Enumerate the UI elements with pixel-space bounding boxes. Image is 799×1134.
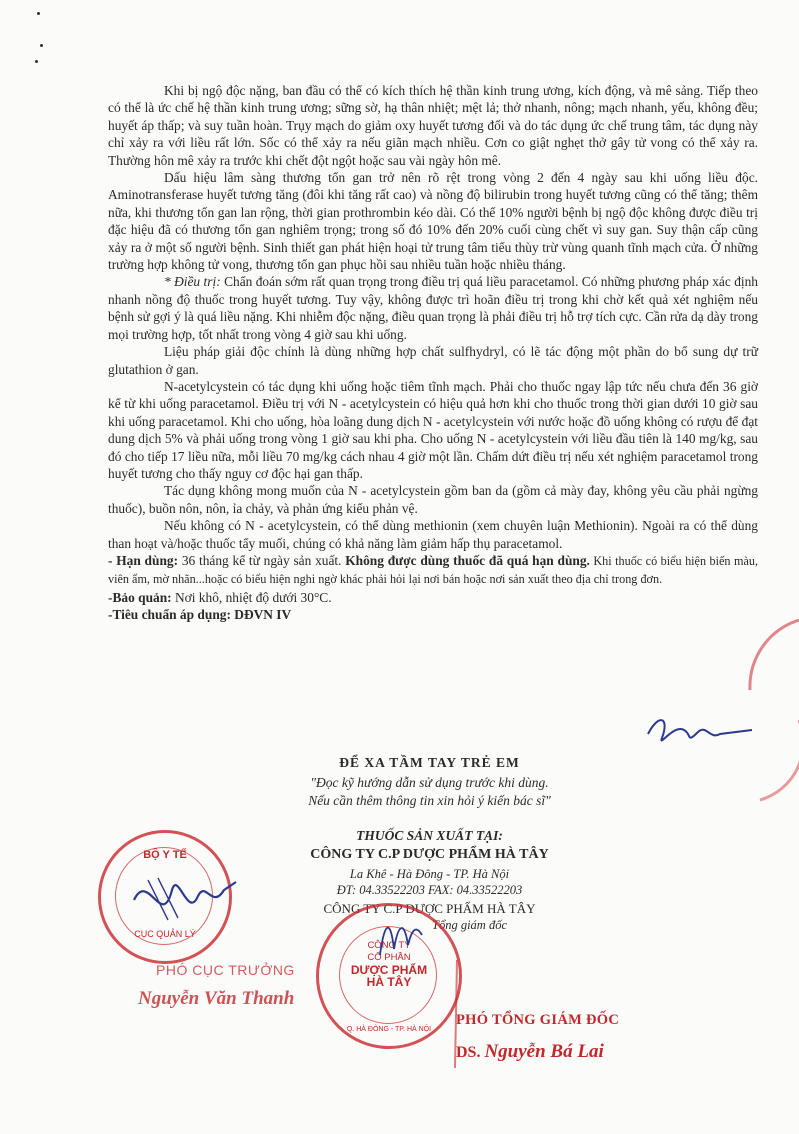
storage xyxy=(108,589,758,606)
paragraph-treatment xyxy=(108,273,758,343)
paragraph-acetylcystein: N-acetylcystein có tác dụng khi uống hoặc tiêm tĩnh mạch. Phải cho thuốc ngay lập tức nếu chưa đến 36 giờ kể từ khi uống paracetamol. Điều trị với N - acetylcystein có hiệu quả hơn khi cho thuốc trong thời gian dưới 10 giờ sau khi uống paracetamol. Khi cho uống, hòa loãng dung dịch N - acetylcystein với nước hoặc đồ uống không có rượu để đạt dung dịch 5% và phải uống trong vòng 1 giờ sau khi pha. Cho uống N - acetylcystein với liều đầu tiên là 140 mg/kg, sau đó cho tiếp 17 liều nữa, mỗi liều 70 mg/kg cách nhau 4 giờ một lần. Chấm dứt điều trị nếu xét nghiệm paracetamol trong huyết tương cho thấy nguy cơ độc hại gan thấp. xyxy=(108,378,758,481)
signature-left xyxy=(128,860,238,940)
right-signatory xyxy=(456,1012,619,1063)
company-stamp-rim: Q. HÀ ĐÔNG - TP. HÀ NỘI xyxy=(346,1026,432,1033)
paragraph-methionin: Nếu không có N - acetylcystein, có thể dùng methionin (xem chuyên luận Methionin). Ngoài ra có thể dùng than hoạt và/hoặc thuốc tẩy muối, chúng có khả năng làm giảm hấp thụ paracetamol. xyxy=(108,518,758,551)
treatment-label: * Điều trị: xyxy=(164,274,221,290)
signature-center xyxy=(370,905,430,965)
shelf-life-note: Khi thuốc có biểu hiện biến màu, viên ẩm, mờ nhãn...hoặc có biểu hiện nghi ngờ khác phải hỏi lại nơi bán hoặc nơi sản xuất theo địa chỉ trong đơn. xyxy=(108,553,759,587)
shelf-life-warning: Không được dùng thuốc đã quá hạn dùng. xyxy=(345,552,590,568)
company-stamp-line1: CÔNG TY xyxy=(367,940,411,951)
company-stamp-line2: CỔ PHẦN xyxy=(367,952,411,963)
right-signatory-name: Nguyễn Bá Lai xyxy=(484,1041,604,1062)
left-signatory-name: Nguyễn Văn Thanh xyxy=(138,988,295,1009)
ministry-stamp-top: BỘ Y TẾ xyxy=(143,849,187,861)
document-body xyxy=(108,82,758,624)
paragraph-liver-damage: Dấu hiệu lâm sàng thương tổn gan trở nên rõ rệt trong vòng 2 đến 4 ngày sau khi uống liều độc. Aminotransferase huyết tương tăng (đôi khi tăng rất cao) và nồng độ bilirubin trong huyết tương cũng có thể tăng; thêm nữa, khi thương tổn gan lan rộng, thời gian prothrombin kéo dài. Có thể 10% người bệnh bị ngộ độc không được điều trị đặc hiệu đã có thương tổn gan nghiêm trọng; trong số đó 10% đến 20% cuối cùng chết vì suy gan. Suy thận cấp cũng xảy ra ở một số người bệnh. Sinh thiết gan phát hiện hoại tử trung tâm tiểu thùy trừ vùng quanh tĩnh mạch cửa. Ở những trường hợp không tử vong, thương tổn gan phục hồi sau nhiều tuần hoặc nhiều tháng. xyxy=(108,170,758,273)
manufacturer-phone: ĐT: 04.33522203 FAX: 04.33522203 xyxy=(336,883,523,897)
standard: -Tiêu chuẩn áp dụng: DĐVN IV xyxy=(108,607,292,623)
left-signatory-title: PHÓ CỤC TRƯỞNG xyxy=(156,962,295,978)
storage-text: Nơi khô, nhiệt độ dưới 30°C. xyxy=(171,589,332,605)
company-stamp-line4: HÀ TÂY xyxy=(366,975,412,989)
manufacturer-company-stamp: CÔNG TY C.P DƯỢC PHẨM HÀ TÂY xyxy=(323,901,536,916)
manufacturer-heading: THUỐC SẢN XUẤT TẠI: xyxy=(356,828,503,843)
ministry-stamp-bottom: CỤC QUẢN LÝ xyxy=(134,929,196,939)
manufacturer-role: Tổng giám đốc xyxy=(432,918,507,932)
shelf-life-label: - Hạn dùng: xyxy=(108,552,179,568)
warning-line-1: "Đọc kỹ hướng dẫn sử dụng trước khi dùng. xyxy=(310,775,549,790)
warning-title: ĐỂ XA TẦM TAY TRẺ EM xyxy=(339,755,520,770)
warning-line-2: Nếu cần thêm thông tin xin hỏi ý kiến bác sĩ" xyxy=(308,793,551,808)
shelf-life-text: 36 tháng kể từ ngày sản xuất. xyxy=(178,552,346,568)
manufacturer-address: La Khê - Hà Đông - TP. Hà Nội xyxy=(349,867,510,881)
storage-label: -Bảo quản: xyxy=(108,589,172,605)
treatment-text: Chẩn đoán sớm rất quan trọng trong điều trị quá liều paracetamol. Có những phương pháp xác định nhanh nồng độ thuốc trong huyết tương. Tuy vậy, không được trì hoãn điều trị trong khi chờ kết quả xét nghiệm nếu bệnh sử gợi ý là quá liều nặng. Khi nhiễm độc nặng, điều quan trọng là phải điều trị hỗ trợ tích cực. Cần rửa dạ dày trong mọi trường hợp, tốt nhất trong vòng 4 giờ sau khi uống. xyxy=(108,274,758,342)
right-signatory-prefix: DS. xyxy=(456,1044,481,1061)
left-signatory xyxy=(138,962,295,1010)
right-signatory-title: PHÓ TỔNG GIÁM ĐỐC xyxy=(456,1012,620,1028)
paragraph-antidote: Liệu pháp giải độc chính là dùng những hợp chất sulfhydryl, có lẽ tác động một phần do bổ sung dự trữ glutathion ở gan. xyxy=(108,344,758,377)
shelf-life xyxy=(108,552,758,589)
paragraph-overdose-symptoms: Khi bị ngộ độc nặng, ban đầu có thể có kích thích hệ thần kinh trung ương, kích động, và mê sảng. Tiếp theo có thể là ức chế hệ thần kinh trung ương; sững sờ, hạ thân nhiệt; mệt lả; thở nhanh, nông; mạch nhanh, yếu, không đều; huyết áp thấp; và suy tuần hoàn. Trụy mạch do giảm oxy huyết tương đối và do tác dụng ức chế trung tâm, tác dụng này chỉ xảy ra với liều rất lớn. Sốc có thể xảy ra nếu giãn mạch nhiều. Cơn co giật nghẹt thở gây tử vong có thể xảy ra. Thường hôn mê xảy ra trước khi chết đột ngột hoặc sau vài ngày hôn mê. xyxy=(108,83,758,168)
paragraph-side-effects: Tác dụng không mong muốn của N - acetylcystein gồm ban da (gồm cả mày đay, không yêu cầu phải ngừng thuốc), buồn nôn, nôn, ỉa chảy, và phản ứng kiểu phản vệ. xyxy=(108,483,758,516)
manufacturer-company: CÔNG TY C.P DƯỢC PHẨM HÀ TÂY xyxy=(310,847,549,862)
company-stamp-line3: DƯỢC PHẨM xyxy=(350,963,428,977)
